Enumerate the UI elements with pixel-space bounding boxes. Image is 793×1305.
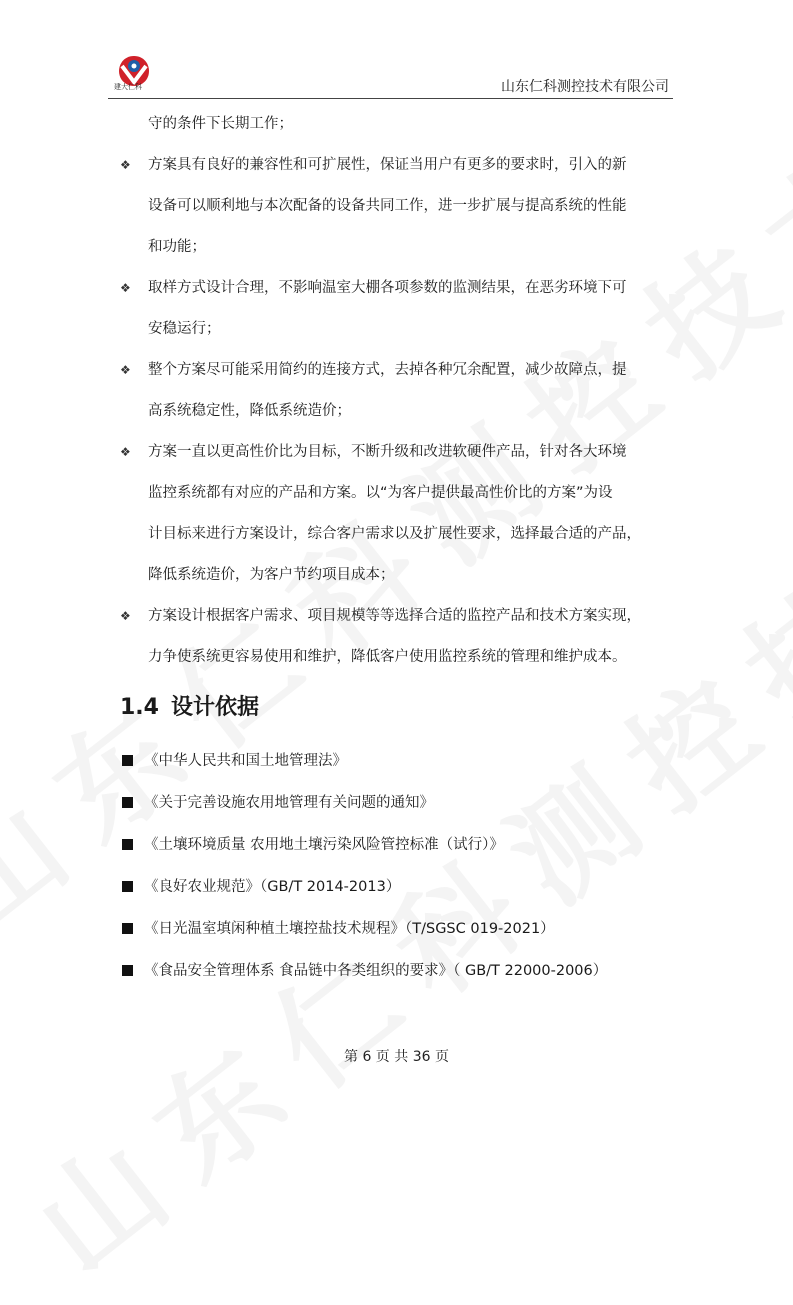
diamond-bullet-icon: ❖ (120, 158, 131, 172)
bullet-paragraph (120, 350, 680, 432)
square-bullet-icon (122, 965, 133, 976)
paragraph-line: 守的条件下长期工作； (148, 116, 293, 132)
paragraph-line: 高系统稳定性，降低系统造价； (148, 403, 351, 419)
paragraph-line: 力争使系统更容易使用和维护，降低客户使用监控系统的管理和维护成本。 (148, 649, 627, 665)
paragraph-line: 方案具有良好的兼容性和可扩展性，保证当用户有更多的要求时，引入的新 (148, 157, 627, 173)
bullet-paragraph (120, 145, 680, 268)
section-title: 设计依据 (170, 695, 259, 720)
square-bullet-icon (122, 797, 133, 808)
reference-text: 《关于完善设施农用地管理有关问题的通知》 (144, 795, 434, 811)
bullet-paragraph (120, 432, 680, 596)
paragraph-line: 方案一直以更高性价比为目标，不断升级和改进软硬件产品，针对各大环境 (148, 444, 627, 460)
paragraph-line: 整个方案尽可能采用简约的连接方式，去掉各种冗余配置，减少故障点，提 (148, 362, 627, 378)
reference-item (120, 740, 680, 782)
square-bullet-icon (122, 755, 133, 766)
reference-text: 《中华人民共和国土地管理法》 (144, 753, 347, 769)
square-bullet-icon (122, 839, 133, 850)
paragraph-line: 取样方式设计合理，不影响温室大棚各项参数的监测结果，在恶劣环境下可 (148, 280, 627, 296)
reference-item (120, 824, 680, 866)
reference-text: 《良好农业规范》（GB/T 2014-2013） (144, 879, 401, 895)
logo-text: 建大仁科 (114, 83, 142, 91)
paragraph-line: 降低系统造价，为客户节约项目成本； (148, 567, 395, 583)
page-header (108, 46, 673, 99)
company-name: 山东仁科测控技术有限公司 (501, 79, 669, 95)
paragraph-line: 计目标来进行方案设计，综合客户需求以及扩展性要求，选择最合适的产品， (148, 526, 641, 542)
reference-item (120, 908, 680, 950)
page-footer: 第 6 页 共 36 页 (344, 1049, 449, 1065)
section-heading (120, 684, 680, 732)
diamond-bullet-icon: ❖ (120, 281, 131, 295)
bullet-paragraph (120, 268, 680, 350)
reference-item (120, 950, 680, 992)
diamond-bullet-icon: ❖ (120, 363, 131, 377)
reference-item (120, 782, 680, 824)
reference-text: 《土壤环境质量 农用地土壤污染风险管控标准（试行）》 (144, 837, 504, 853)
reference-text: 《日光温室填闲种植土壤控盐技术规程》（T/SGSC 019-2021） (144, 921, 555, 937)
diamond-bullet-icon: ❖ (120, 445, 131, 459)
paragraph-line: 方案设计根据客户需求、项目规模等等选择合适的监控产品和技术方案实现， (148, 608, 641, 624)
bullet-paragraph (120, 104, 680, 145)
reference-item (120, 866, 680, 908)
paragraph-line: 安稳运行； (148, 321, 221, 337)
paragraph-line: 设备可以顺利地与本次配备的设备共同工作，进一步扩展与提高系统的性能 (148, 198, 627, 214)
document-body (120, 104, 680, 992)
square-bullet-icon (122, 923, 133, 934)
diamond-bullet-icon: ❖ (120, 609, 131, 623)
section-number: 1.4 (120, 695, 159, 720)
paragraph-line: 监控系统都有对应的产品和方案。以“为客户提供最高性价比的方案”为设 (148, 485, 613, 501)
paragraph-line: 和功能； (148, 239, 206, 255)
bullet-paragraph (120, 596, 680, 678)
reference-text: 《食品安全管理体系 食品链中各类组织的要求》（ GB/T 22000-2006） (144, 963, 608, 979)
square-bullet-icon (122, 881, 133, 892)
